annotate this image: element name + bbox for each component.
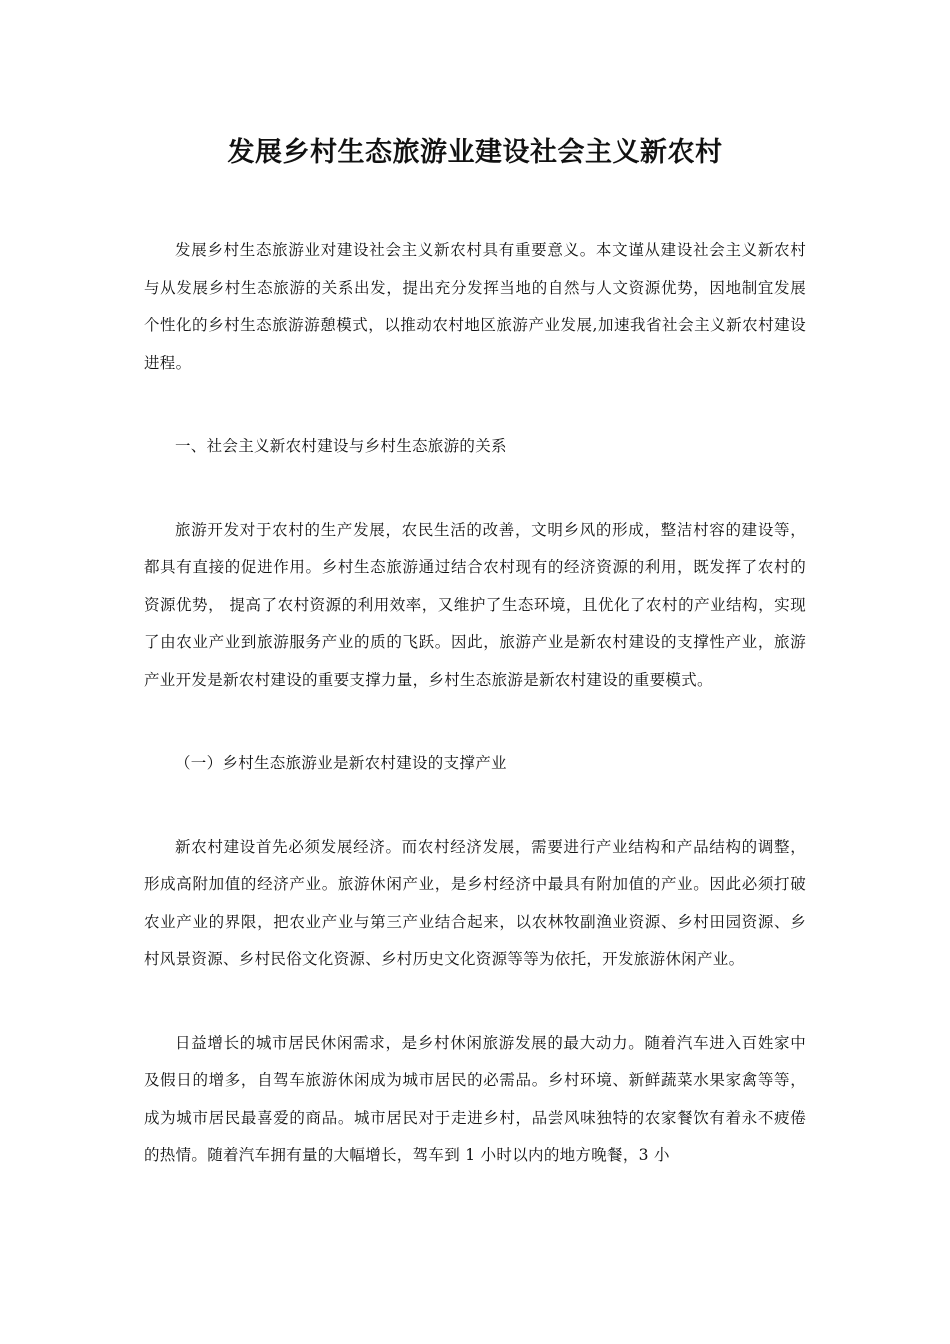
- document-title: 发展乡村生态旅游业建设社会主义新农村: [227, 137, 723, 168]
- paragraph-demand: 日益增长的城市居民休闲需求，是乡村休闲旅游发展的最大动力。随着汽车进入百姓家中及假日的增多，自驾车旅游休闲成为城市居民的必需品。乡村环境、新鲜蔬菜水果家禽等等，成为城市居民最喜爱的商品。城市居民对于走进乡村，品尝风味独特的农家餐饮有着永不疲倦的热情。随着汽车拥有量的大幅增长，驾车到 1 小时以内的地方晚餐，3 小: [144, 1033, 806, 1164]
- spacer: [144, 783, 806, 829]
- paragraph-intro: 发展乡村生态旅游业对建设社会主义新农村具有重要意义。本文谨从建设社会主义新农村与从发展乡村生态旅游的关系出发，提出充分发挥当地的自然与人文资源优势，因地制宜发展个性化的乡村生态旅游游憩模式，以推动农村地区旅游产业发展,加速我省社会主义新农村建设进程。: [144, 241, 806, 372]
- spacer: [144, 979, 806, 1025]
- paragraph-economy: 新农村建设首先必须发展经济。而农村经济发展，需要进行产业结构和产品结构的调整，形成高附加值的经济产业。旅游休闲产业，是乡村经济中最具有附加值的产业。因此必须打破农业产业的界限，把农业产业与第三产业结合起来，以农林牧副渔业资源、乡村田园资源、乡村风景资源、乡村民俗文化资源、乡村历史文化资源等等为依托，开发旅游休闲产业。: [144, 837, 806, 968]
- subsection-heading-1: （一）乡村生态旅游业是新农村建设的支撑产业: [175, 754, 507, 772]
- spacer: [144, 382, 806, 428]
- section-heading-1: 一、社会主义新农村建设与乡村生态旅游的关系: [175, 437, 507, 455]
- spacer: [144, 699, 806, 745]
- document-body: [144, 232, 806, 1175]
- paragraph-relationship: 旅游开发对于农村的生产发展，农民生活的改善，文明乡风的形成，整洁村容的建设等，都具有直接的促进作用。乡村生态旅游通过结合农村现有的经济资源的利用，既发挥了农村的资源优势， 提高了农村资源的利用效率，又维护了生态环境，且优化了农村的产业结构，实现了由农业产业到旅游服务产业的质的飞跃。因此，旅游产业是新农村建设的支撑性产业，旅游产业开发是新农村建设的重要支撑力量，乡村生态旅游是新农村建设的重要模式。: [144, 520, 806, 689]
- spacer: [144, 466, 806, 512]
